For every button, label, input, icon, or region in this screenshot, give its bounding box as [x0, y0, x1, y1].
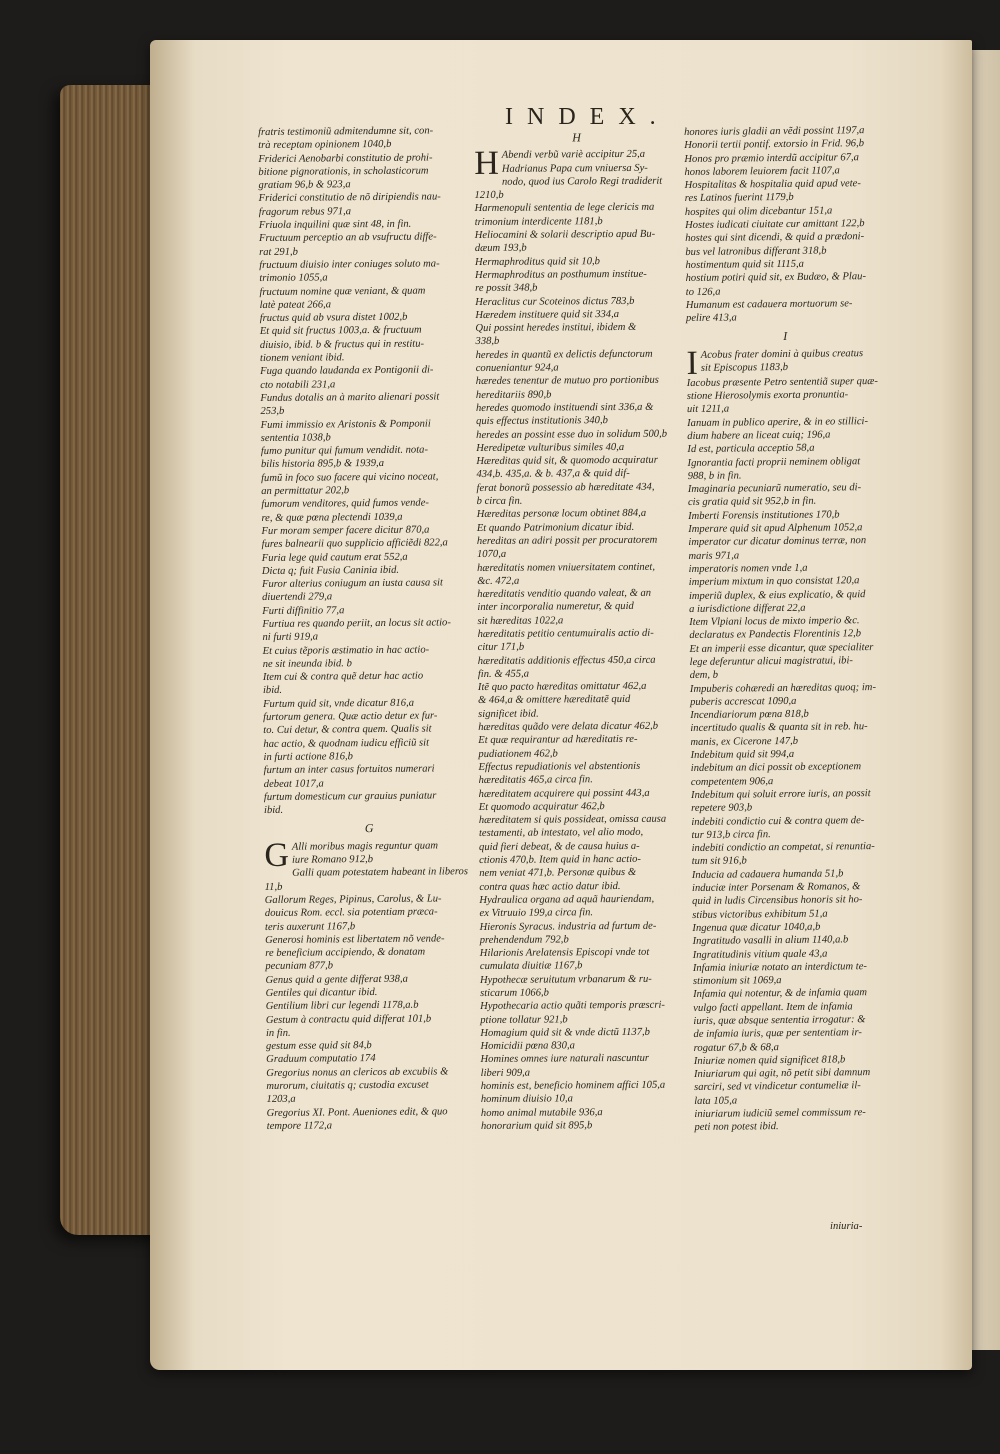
index-entry-line: fumorum venditores, quid fumos vende-: [261, 497, 429, 511]
index-entry-line: Friderici constitutio de nõ diripiendis nau-: [258, 191, 441, 205]
index-entry-line: Harmenopuli sententia de lege clericis ma: [474, 202, 655, 215]
index-entry-line: res Latinos fuerint 1179,b: [684, 192, 794, 205]
index-entry-line: tum sit 916,b: [691, 855, 747, 868]
index-entry-line: tionem veniant ibid.: [259, 352, 345, 365]
index-entry-line: Fur moram semper facere dicitur 870,a: [261, 524, 430, 537]
index-entry-line: vulgo facti appellant. Item de infamia: [693, 1000, 853, 1014]
index-entry-line: re possit 348,b: [475, 282, 538, 295]
index-entry-line: sticarum 1066,b: [480, 987, 549, 999]
index-entry-line: trimonium interdicente 1181,b: [474, 215, 603, 228]
index-entry-line: iuris, quæ absque sententia irrogatur: &: [693, 1014, 866, 1027]
index-entry-line: indebiti condictio cui & contra quem de-: [691, 814, 865, 828]
index-entry-line: Iniuriarum qui agit, nõ petit sibi damnum: [693, 1067, 871, 1081]
index-entry-line: significet ibid.: [478, 708, 539, 720]
index-entry-line: hostium potiri quid sit, ex Budæo, & Plau-: [685, 271, 867, 285]
index-entry-line: to. Cui detur, & contra quem. Qualis sit: [263, 723, 432, 737]
index-entry-line: Furia lege quid cautum erat 552,a: [261, 551, 408, 564]
index-entry-line: hereditas an adiri possit per procuratorem: [476, 534, 658, 547]
index-entry-line: Graduum computatio 174: [266, 1053, 376, 1066]
dropcap-letter: G: [264, 836, 290, 874]
index-entry-line: indebitum an dici possit ob exceptionem: [690, 761, 862, 775]
index-entry-line: quid in ludis Circensibus honoris sit ho-: [692, 894, 863, 908]
index-entry-line: Gentiles qui dicantur ibid.: [265, 986, 378, 999]
index-entry-line: pecuniam 877,b: [265, 960, 334, 973]
index-entry-line: Imperare quid sit apud Alphenum 1052,a: [688, 522, 863, 535]
index-entry-line: ptione tollatur 921,b: [480, 1013, 568, 1026]
index-entry-line: Alli moribus magis reguntur quam: [291, 840, 439, 853]
index-entry-line: hæreditatis additionis effectus 450,a circa: [477, 654, 656, 667]
index-entry-line: Ingenua quæ dicatur 1040,a,b: [692, 921, 821, 934]
index-entry-line: Homagium quid sit & vnde dictũ 1137,b: [480, 1026, 650, 1039]
index-entry-line: fragorum rebus 971,a: [258, 205, 352, 218]
index-entry-line: Fumi immissio ex Aristonis & Pomponii: [260, 418, 431, 431]
index-entry-line: Hostes iudicati ciuitate cur amittant 122,b: [684, 218, 865, 232]
index-entry-line: douicus Rom. eccl. sia potentiam præca-: [264, 906, 438, 920]
index-entry-line: 434,b. 435,a. & b. 437,a & quid dif-: [476, 468, 630, 481]
index-entry-line: stione Hierosolymis exorta pronuntia-: [686, 389, 849, 403]
index-entry-line: imperium mixtum in quo consistat 120,a: [688, 575, 860, 589]
index-entry-line: an permittatur 202,b: [261, 485, 350, 498]
index-entry-line: sententia 1038,b: [260, 432, 331, 444]
catchword: iniuria-: [830, 1221, 863, 1232]
index-entry-line: hostes qui sint dicendi, & quid a prædoni-: [685, 231, 865, 245]
index-column-2: [474, 125, 686, 1134]
index-entry-line: hereditariis 890,b: [475, 389, 552, 401]
index-entry-line: furtum domesticum cur grauius puniatur: [263, 790, 437, 803]
index-entry-line: Heliocamini & solarii descriptio apud Bu-: [474, 228, 656, 242]
dropcap-entry: [474, 145, 679, 203]
index-entry-line: fumo punitur qui fumum vendidit. nota-: [260, 444, 429, 458]
index-entry-line: bitione pignorationis, in scholasticorum: [258, 165, 429, 178]
dropcap-letter: H: [474, 145, 499, 183]
index-entry-line: Et quæ requirantur ad hæreditatis re-: [478, 734, 638, 747]
index-entry-line: quis effectus institutionis 340,b: [476, 415, 608, 428]
index-entry-line: hominum diuisio 10,a: [480, 1093, 573, 1106]
index-entry-line: Inducia ad cadauera humanda 51,b: [691, 868, 844, 881]
index-entry-line: Fructuum perceptio an ab vsufructu diffe-: [258, 231, 437, 245]
index-entry-line: Hæredem instituere quid sit 334,a: [475, 308, 620, 321]
index-entry-line: ibid.: [263, 804, 284, 817]
index-entry-line: competentem 906,a: [690, 775, 774, 788]
index-entry-line: Ignorantia facti proprii neminem obligat: [687, 455, 861, 469]
index-entry-line: indebiti condictio an competat, si renuntia-: [691, 841, 875, 855]
index-entry-line: dæum 193,b: [474, 243, 527, 255]
index-entry-line: trimonio 1055,a: [259, 272, 328, 285]
index-entry-line: hæreditatis 465,a circa fin.: [478, 774, 593, 787]
index-entry-line: furtorum genera. Quæ actio detur ex fur-: [263, 710, 438, 724]
index-entry-line: pudiationem 462,b: [478, 748, 558, 760]
index-entry-line: hostimentum quid sit 1115,a: [685, 258, 805, 271]
index-entry-line: nodo, quod ius Carolo Regi tradiderit: [501, 175, 663, 188]
index-entry-line: Gestum à contractu quid differat 101,b: [265, 1013, 432, 1026]
index-entry-line: Fundus dotalis an à marito alienari possit: [260, 391, 440, 404]
index-entry-line: declaratus ex Pandectis Florentinis 12,b: [689, 628, 862, 642]
index-entry-line: Dicta q; fuit Fusia Caninia ibid.: [261, 564, 400, 577]
index-entry-line: iure Romano 912,b: [291, 854, 374, 866]
index-entry-line: conueniantur 924,a: [475, 362, 559, 375]
index-entry-line: Acobus frater domini à quibus creatus: [700, 347, 864, 361]
index-entry-line: ibid.: [262, 685, 283, 697]
index-entry-line: Hæreditas personæ locum obtinet 884,a: [476, 508, 647, 521]
index-entry-line: Incendiariorum pœna 818,b: [690, 708, 809, 722]
index-entry-line: Et quando Patrimonium dicatur ibid.: [476, 521, 635, 534]
section-letter: G: [364, 821, 374, 836]
index-entry-line: Hypothecæ seruitutum vrbanarum & ru-: [479, 973, 652, 986]
index-entry-line: Ianuam in publico aperire, & in eo stillici-: [687, 415, 869, 429]
index-entry-line: hominis est, beneficio hominem affici 105,a: [480, 1079, 666, 1093]
index-entry-line: ne sit ineunda ibid. b: [262, 658, 352, 670]
index-entry-line: 338,b: [475, 336, 500, 348]
index-entry-line: sarciri, sed vt vindicetur contumeliæ il-: [694, 1080, 861, 1094]
index-entry-line: fin. & 455,a: [477, 668, 530, 680]
index-entry-line: b circa fin.: [476, 495, 523, 508]
index-entry-line: uit 1211,a: [686, 403, 730, 416]
index-entry-line: Infamia qui notentur, & de infamia quam: [693, 987, 868, 1001]
dropcap-letter: I: [686, 344, 699, 382]
index-entry-line: Impuberis cohæredi an hæreditas quoq; im-: [689, 681, 877, 695]
index-entry-line: Ingratitudo vasalli in alium 1140,a.b: [692, 934, 849, 948]
index-entry-line: contra quas hæc actio datur ibid.: [479, 880, 621, 893]
index-entry-line: Indebitum quid sit 994,a: [690, 748, 795, 762]
index-entry-line: puberis accrescat 1090,a: [689, 695, 797, 708]
index-entry-line: tur 913,b circa fin.: [691, 828, 771, 841]
index-entry-line: heredes in quantũ ex delictis defunctorum: [475, 348, 653, 361]
index-entry-line: Friuola inquilini quæ sint 48, in fin.: [258, 218, 412, 232]
index-entry-line: re, & quæ pœna plectendi 1039,a: [261, 511, 403, 524]
index-entry-line: 11,b: [264, 881, 283, 893]
index-entry-line: iniuriarum iudiciũ semel commissum re-: [694, 1107, 866, 1121]
section-letter: H: [572, 130, 581, 145]
index-entry-line: Hilarionis Arelatensis Episcopi vnde tot: [479, 946, 650, 960]
index-entry-line: quid fieri debeat, & de causa huius a-: [478, 840, 640, 853]
index-entry-line: & 464,a & omittere hæreditatẽ quid: [477, 694, 631, 707]
index-entry-line: Iniuriæ nomen quid significet 818,b: [693, 1054, 846, 1067]
dropcap-entry: [264, 836, 474, 894]
index-entry-line: fructus quid ab vsura distet 1002,b: [259, 311, 408, 325]
index-entry-line: Homicidii pœna 830,a: [480, 1040, 575, 1053]
index-entry-line: bus vel latronibus differant 318,b: [685, 245, 827, 258]
index-entry-line: 253,b: [260, 406, 285, 418]
index-entry-line: fumũ in foco suo facere qui vicino noceat,: [261, 471, 439, 484]
index-entry-line: Hieronis Syracus. industria ad furtum de-: [479, 920, 657, 933]
index-entry-line: hæreditatis venditio quando valeat, & an: [477, 587, 652, 601]
index-entry-line: Gregorius nonus an clericos ab excubiis &: [266, 1066, 449, 1079]
index-entry-line: imperiũ duplex, & eius explicatio, & quid: [688, 588, 866, 602]
index-entry-line: 988, b in fin.: [687, 470, 742, 482]
index-entry-line: peti non potest ibid.: [694, 1121, 779, 1134]
index-entry-line: hæreditatem si quis possideat, omissa causa: [478, 813, 667, 827]
index-entry-line: Abendi verbũ variè accipitur 25,a: [501, 149, 646, 162]
index-entry-line: heredes an possint esse duo in solidum 500,b: [476, 428, 668, 441]
index-entry-line: Hydraulica organa ad aquã hauriendam,: [479, 893, 655, 906]
index-entry-line: cumulata diuitiæ 1167,b: [479, 960, 583, 973]
index-entry-line: dium habere an liceat cuiq; 196,a: [687, 429, 831, 442]
index-entry-line: sit hæreditas 1022,a: [477, 615, 564, 627]
index-entry-line: hæreditatis petitio centumuiralis actio di-: [477, 627, 654, 640]
index-entry-line: homo animal mutabile 936,a: [480, 1106, 603, 1119]
index-entry-line: Gallorum Reges, Pipinus, Carolus, & Lu-: [264, 893, 442, 906]
index-entry-line: a iurisdictione differat 22,a: [689, 602, 806, 615]
index-entry-line: Et cuius tẽporis æstimatio in hac actio-: [262, 644, 430, 657]
index-entry-line: Effectus repudiationis vel abstentionis: [478, 760, 641, 773]
index-entry-line: Iacobus præsente Petro sententiã super quæ-: [686, 375, 878, 389]
page-title: INDEX.: [505, 104, 670, 130]
index-entry-line: bilis historia 895,b & 1939,a: [260, 458, 385, 471]
index-entry-line: Item Vlpiani locus de mixto imperio &c.: [689, 615, 860, 629]
index-entry-line: 1070,a: [476, 548, 507, 561]
index-entry-line: lege deferuntur alicui magistratui, ibi-: [689, 655, 853, 668]
index-entry-line: Galli quam potestatem habeant in liberos: [292, 866, 469, 880]
index-entry-line: Et quomodo acquiratur 462,b: [478, 800, 605, 813]
index-entry-line: teris auxerunt 1167,b: [264, 920, 356, 933]
index-entry-line: Hypothecaria actio quãti temporis præscri-: [480, 999, 665, 1013]
index-entry-line: Heredipetæ vulturibus similes 40,a: [476, 441, 625, 454]
index-entry-line: prehendendum 792,b: [479, 934, 569, 946]
index-entry-line: fructuum diuisio inter coniuges soluto ma-: [259, 258, 440, 271]
index-entry-line: diuisio, ibid. b & fructus qui in restitu-: [259, 338, 425, 351]
index-entry-line: rogatur 67,b & 68,a: [693, 1041, 779, 1054]
index-entry-line: ctionis 470,b. Item quid in hanc actio-: [479, 853, 641, 867]
index-entry-line: tempore 1172,a: [266, 1120, 333, 1132]
index-entry-line: stibus victoribus exhibitum 51,a: [692, 908, 828, 921]
index-entry-line: Homines omnes iure naturali nascuntur: [480, 1053, 650, 1066]
index-entry-line: fratris testimoniũ admitendumne sit, con-: [258, 125, 434, 138]
index-entry-line: Hadrianus Papa cum vniuersa Sy-: [501, 162, 648, 175]
index-entry-line: Furor alterius coniugum an iusta causa sit: [261, 577, 443, 591]
index-column-1: [258, 124, 477, 1133]
index-entry-line: Id est, particula acceptio 58,a: [687, 442, 815, 456]
index-entry-line: cis gratia quid sit 952,b in fin.: [687, 496, 817, 509]
index-entry-line: lata 105,a: [694, 1095, 738, 1107]
index-entry-line: honores iuris gladii an vẽdi possint 1197,a: [684, 125, 865, 138]
index-entry-line: Ingratitudinis vitium quale 43,a: [692, 948, 828, 961]
index-entry-line: Generosi hominis est libertatem nõ vende-: [265, 933, 445, 946]
index-entry-line: liberi 909,a: [480, 1067, 531, 1079]
index-entry-line: Item cui & contra quẽ detur hac actio: [262, 670, 424, 684]
index-entry-line: hospites qui olim dicebantur 151,a: [684, 205, 833, 218]
index-entry-line: Friderici Aenobarbi constitutio de prohi-: [258, 152, 433, 165]
index-entry-line: ferat bonorũ possessio ab hæreditate 434,: [476, 481, 655, 494]
index-entry-line: Et an imperii esse dicantur, quæ specialiter: [689, 641, 874, 655]
index-entry-line: in fin.: [265, 1027, 291, 1039]
index-entry-line: Hermaphroditus quid sit 10,b: [474, 255, 600, 268]
index-entry-line: Indebitum qui soluit errore iuris, an possit: [690, 788, 871, 801]
index-entry-line: de infamia iuris, quæ per sententiam ir-: [693, 1027, 862, 1041]
index-entry-line: murorum, ciuitatis q; custodia excuset: [266, 1079, 429, 1093]
index-entry-line: Fuga quando laudanda ex Pontigonii di-: [260, 364, 434, 378]
index-entry-line: debeat 1017,a: [263, 777, 324, 790]
index-entry-line: Furtum quid sit, vnde dicatur 816,a: [262, 697, 415, 710]
index-entry-line: ni furti 919,a: [262, 631, 319, 644]
index-entry-line: Furtiua res quando periit, an locus sit actio-: [262, 617, 451, 630]
index-entry-line: rat 291,b: [259, 246, 299, 258]
index-entry-line: maris 971,a: [688, 550, 740, 562]
index-entry-line: hæredes tenentur de mutuo pro portionibus: [475, 375, 659, 388]
index-entry-line: re beneficium accipiendo, & donatam: [265, 946, 426, 960]
index-entry-line: Et quid sit fructus 1003,a. & fructuum: [259, 325, 422, 338]
index-entry-line: Hospitalitas & hospitalia quid apud vete-: [684, 178, 861, 192]
index-entry-line: Furti diffinitio 77,a: [262, 604, 345, 617]
index-entry-line: induciæ inter Porsenam & Romanos, &: [691, 881, 861, 894]
index-entry-line: sit Episcopus 1183,b: [700, 361, 789, 374]
index-entry-line: Imberti Forensis institutiones 170,b: [688, 509, 840, 522]
index-entry-line: cto notabili 231,a: [260, 378, 336, 391]
index-entry-line: nem veniat 471,b. Personæ quibus &: [479, 867, 637, 880]
index-entry-line: stimonium sit 1069,a: [692, 975, 782, 988]
index-entry-line: Hæreditas quid sit, & quomodo acquiratur: [476, 454, 658, 468]
index-entry-line: hac actio, & quodnam iudicu efficiũ sit: [263, 737, 430, 750]
index-entry-line: imperatoris nomen vnde 1,a: [688, 562, 808, 575]
index-entry-line: diuertendi 279,a: [262, 591, 333, 604]
index-entry-line: manis, ex Cicerone 147,b: [690, 735, 799, 748]
index-entry-line: pelire 413,a: [685, 312, 737, 325]
index-entry-line: 1210,b: [474, 189, 504, 202]
index-entry-line: testamenti, ab intestato, vel alio modo,: [478, 827, 644, 840]
index-entry-line: Honorii tertii pontif. extorsio in Frid. 96,b: [684, 138, 865, 152]
index-entry-line: to 126,a: [685, 286, 721, 298]
index-entry-line: in furti actione 816,b: [263, 751, 354, 763]
index-entry-line: repetere 903,b: [691, 802, 753, 815]
index-entry-line: inter incorporalia numeretur, & quid: [477, 601, 634, 614]
index-entry-line: citur 171,b: [477, 641, 525, 654]
section-letter: I: [783, 329, 788, 344]
index-entry-line: dem, b: [689, 669, 719, 682]
index-entry-line: heredes quomodo instituendi sint 336,a &: [475, 401, 654, 414]
index-entry-line: hæreditatem acquirere qui possint 443,a: [478, 787, 650, 800]
index-entry-line: imperator cur dicatur dominus terræ, non: [688, 535, 867, 549]
index-entry-line: trà receptam opinionem 1040,b: [258, 139, 392, 152]
index-entry-line: furtum an inter casus fortuitos numerari: [263, 763, 435, 777]
index-entry-line: Hermaphroditus an posthumum institue-: [475, 268, 647, 281]
index-entry-line: Qui possint heredes institui, ibidem &: [475, 322, 637, 335]
index-entry-line: &c. 472,a: [477, 575, 520, 587]
index-entry-line: gratiam 96,b & 923,a: [258, 179, 351, 192]
index-entry-line: Gregorius XI. Pont. Aueniones edit, & quo: [266, 1106, 448, 1119]
index-entry-line: Infamia iniuriæ notato an interdictum te-: [692, 960, 867, 974]
index-entry-line: fructuum nomine quæ veniant, & quam: [259, 285, 426, 298]
index-column-3: [684, 124, 893, 1135]
index-entry-line: 1203,a: [266, 1094, 296, 1106]
index-entry-line: Heraclitus cur Scoteinos dictus 783,b: [475, 295, 635, 308]
index-entry-line: Imaginaria pecuniarũ numeratio, seu di-: [687, 482, 862, 496]
index-entry-line: hæreditatis nomen vniuersitatem continet,: [477, 561, 656, 574]
index-entry-line: gestum esse quid sit 84,b: [265, 1040, 372, 1053]
index-entry-line: Honos pro præmio interdũ accipitur 67,a: [684, 151, 860, 165]
index-entry-line: Genus quid a gente differat 938,a: [265, 973, 408, 986]
index-entry-line: Gentilium libri cur legendi 1178,a.b: [265, 999, 419, 1013]
index-entry-line: incertitudo qualis & quanta sit in reb. hu-: [690, 721, 868, 735]
index-entry-line: latè pateat 266,a: [259, 299, 332, 311]
index-entry-line: hæreditas quãdo vere delata dicatur 462,b: [478, 720, 659, 734]
index-entry-line: honorarium quid sit 895,b: [480, 1120, 593, 1132]
index-entry-line: honos laborem leuiorem facit 1107,a: [684, 165, 840, 178]
index-entry-line: Itẽ quo pacto hæreditas omittatur 462,a: [477, 680, 647, 694]
index-entry-line: ex Vitruuio 199,a circa fin.: [479, 907, 594, 920]
index-entry-line: Humanum est cadauera mortuorum se-: [685, 298, 853, 311]
index-entry-line: fures balnearii quo supplicio afficiẽdi 822,a: [261, 537, 448, 551]
